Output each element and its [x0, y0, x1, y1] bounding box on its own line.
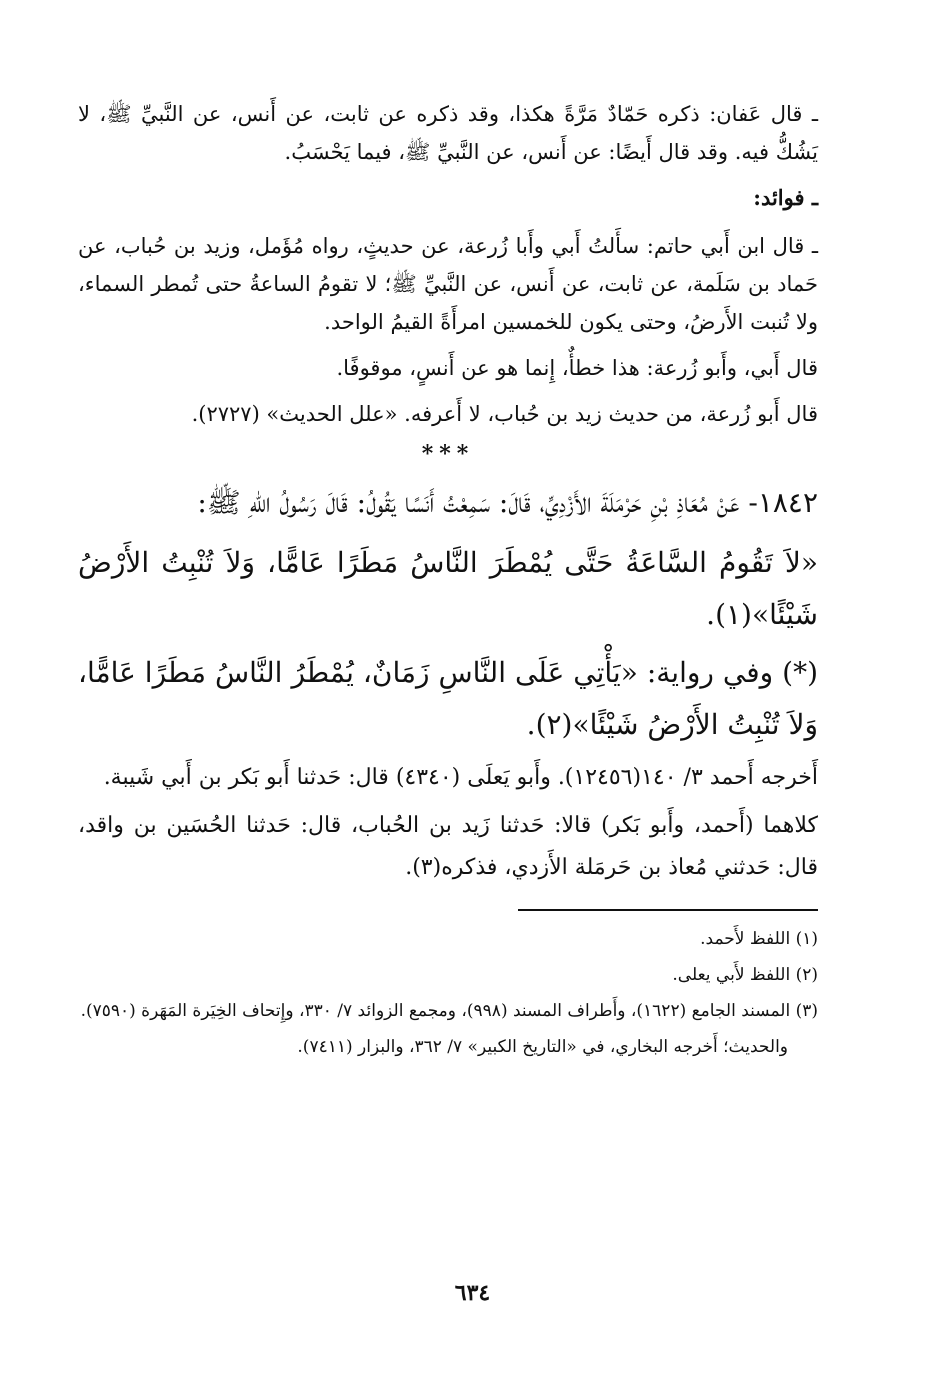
document-page: [78, 95, 818, 1065]
fawaid-paragraph-1: ـ قال ابن أَبي حاتم: سأَلتُ أَبي وأَبا زُرعة، عن حديثٍ، رواه مُؤَمل، وزيد بن حُباب، عن حَماد بن سَلَمة، عن ثابت، عن أَنس، عن النَّبيِّ ﷺ؛ لا تقومُ الساعةُ حتى تُمطر السماء، ولا تُنبت الأَرضُ، وحتى يكون للخمسين امرأَةً القيمُ الواحد.: [78, 234, 818, 334]
takhrij-paragraph-1: أَخرجه أَحمد ٣/ ١٤٠(١٢٤٥٦). وأَبو يَعلَى (٤٣٤٠) قال: حَدثنا أَبو بَكر بن أَبي شَيبة.: [103, 765, 818, 790]
fawaid-paragraph-3: قال أَبو زُرعة، من حديث زيد بن حُباب، لا أَعرفه. «علل الحديث» (٢٧٢٧).: [191, 402, 818, 426]
hadith-text: «لاَ تَقُومُ السَّاعَةُ حَتَّى يُمْطَرَ النَّاسُ مَطَرًا عَامًّا، وَلاَ تُنْبِتُ الأَرْضُ شَيْئًا»(١).: [78, 546, 818, 631]
affan-paragraph: ـ قال عَفان: ذكره حَمّادٌ مَرَّةً هكذا، وقد ذكره عن ثابت، عن أَنس، عن النَّبيِّ ﷺ، لا يَشُكُّ فيه. وقد قال أَيضًا: عن أَنس، عن النَّبيِّ ﷺ، فيما يَحْسَبُ.: [78, 102, 818, 164]
footnote-3: (٣) المسند الجامع (١٦٢٢)، وأَطراف المسند (٩٩٨)، ومجمع الزوائد ٧/ ٣٣٠، وإِتحاف الخِيَرة المَهَرة (٧٥٩٠).: [80, 1001, 818, 1021]
page-number: ٦٣٤: [454, 1280, 491, 1306]
footnote-divider: [518, 909, 818, 911]
footnote-2: (٢) اللفظ لأَبي يعلى.: [672, 965, 818, 985]
riwaya-text: (*) وفي رواية: «يَأْتِي عَلَى النَّاسِ زَمَانٌ، يُمْطَرُ النَّاسُ مَطَرًا عَامًّا، وَلاَ تُنْبِتُ الأَرْضُ شَيْئًا»(٢).: [78, 656, 818, 741]
footnote-extra: والحديث؛ أَخرجه البخاري، في «التاريخ الكبير» ٧/ ٣٦٢، والبزار (٧٤١١).: [297, 1037, 788, 1057]
fawaid-paragraph-2: قال أَبي، وأَبو زُرعة: هذا خطأٌ، إِنما هو عن أَنسٍ، موقوفًا.: [336, 356, 818, 380]
takhrij-paragraph-2: كلاهما (أَحمد، وأَبو بَكر) قالا: حَدثنا زَيد بن الحُباب، قال: حَدثنا الحُسَين بن واقد، قال: حَدثني مُعاذ بن حَرمَلة الأَزدي، فذكره(٣).: [78, 813, 818, 880]
footnote-1: (١) اللفظ لأَحمد.: [700, 929, 818, 949]
hadith-intro: ١٨٤٢- عَنْ مُعَاذِ بْنِ حَرْمَلَةَ الأَزْدِيِّ، قَالَ: سَمِعْتُ أَنَسًا يَقُولُ: قَالَ رَسُولُ اللهِ ﷺ:: [197, 486, 818, 519]
section-separator: ***: [421, 441, 475, 467]
fawaid-heading: ـ فوائد:: [753, 185, 818, 210]
